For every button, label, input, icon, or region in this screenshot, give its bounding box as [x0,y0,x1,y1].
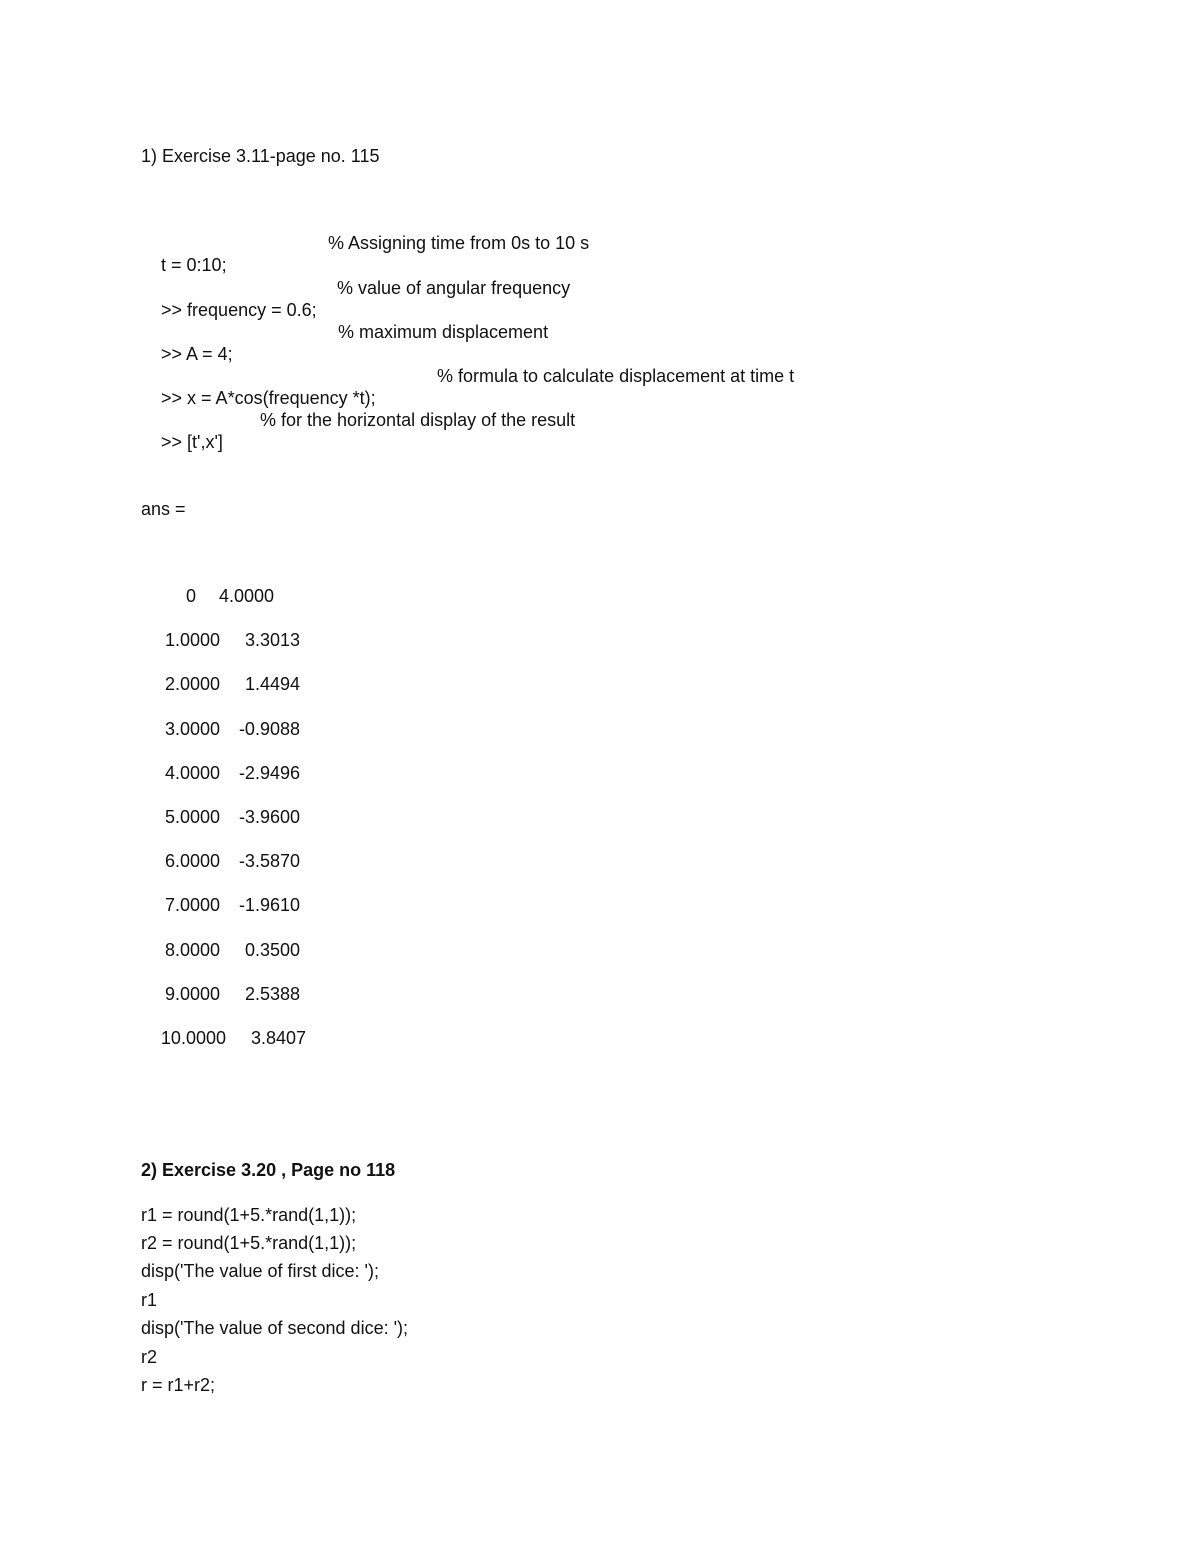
code2-line-7: r = r1+r2; [141,1375,216,1395]
code2-line-4: r1 [141,1290,158,1310]
code-comment-5: % for the horizontal display of the result [260,410,576,430]
code2-line-5: disp('The value of second dice: '); [141,1318,409,1338]
displacement-value: 0.3500 [244,940,300,960]
code-comment-3: % maximum displacement [338,322,549,342]
code-text: t = 0:10; [161,255,227,275]
displacement-value: -2.9496 [238,763,300,783]
code2-line-1: r1 = round(1+5.*rand(1,1)); [141,1205,357,1225]
code2-line-3: disp('The value of first dice: '); [141,1261,379,1281]
displacement-value: 3.3013 [244,630,300,650]
displacement-value: 1.4494 [244,674,300,694]
code-text: >> x = A*cos(frequency *t); [161,388,376,408]
displacement-value: -1.9610 [238,895,300,915]
time-value: 2.0000 [164,674,220,694]
displacement-value: -0.9088 [238,719,300,739]
time-value: 6.0000 [164,851,220,871]
time-value: 9.0000 [164,984,220,1004]
code-text: >> frequency = 0.6; [161,300,317,320]
code2-line-6: r2 [141,1347,158,1367]
section2-heading: 2) Exercise 3.20 , Page no 118 [141,1160,396,1180]
ans-label: ans = [141,499,186,519]
time-value: 0 [185,586,196,606]
displacement-value: 3.8407 [250,1028,306,1048]
code-text: >> [t',x'] [161,432,223,452]
time-value: 7.0000 [164,895,220,915]
time-value: 1.0000 [164,630,220,650]
time-value: 10.0000 [160,1028,226,1048]
displacement-value: 4.0000 [218,586,274,606]
code-comment-1: % Assigning time from 0s to 10 s [328,233,590,253]
section1-heading: 1) Exercise 3.11-page no. 115 [141,146,380,166]
time-value: 4.0000 [164,763,220,783]
time-value: 5.0000 [164,807,220,827]
code-text: >> A = 4; [161,344,233,364]
time-value: 8.0000 [164,940,220,960]
code2-line-2: r2 = round(1+5.*rand(1,1)); [141,1233,357,1253]
code-comment-4: % formula to calculate displacement at time t [437,366,795,386]
code-comment-2: % value of angular frequency [337,278,571,298]
time-value: 3.0000 [164,719,220,739]
code-line-5 [141,409,223,475]
displacement-value: -3.9600 [238,807,300,827]
displacement-value: 2.5388 [244,984,300,1004]
displacement-value: -3.5870 [238,851,300,871]
